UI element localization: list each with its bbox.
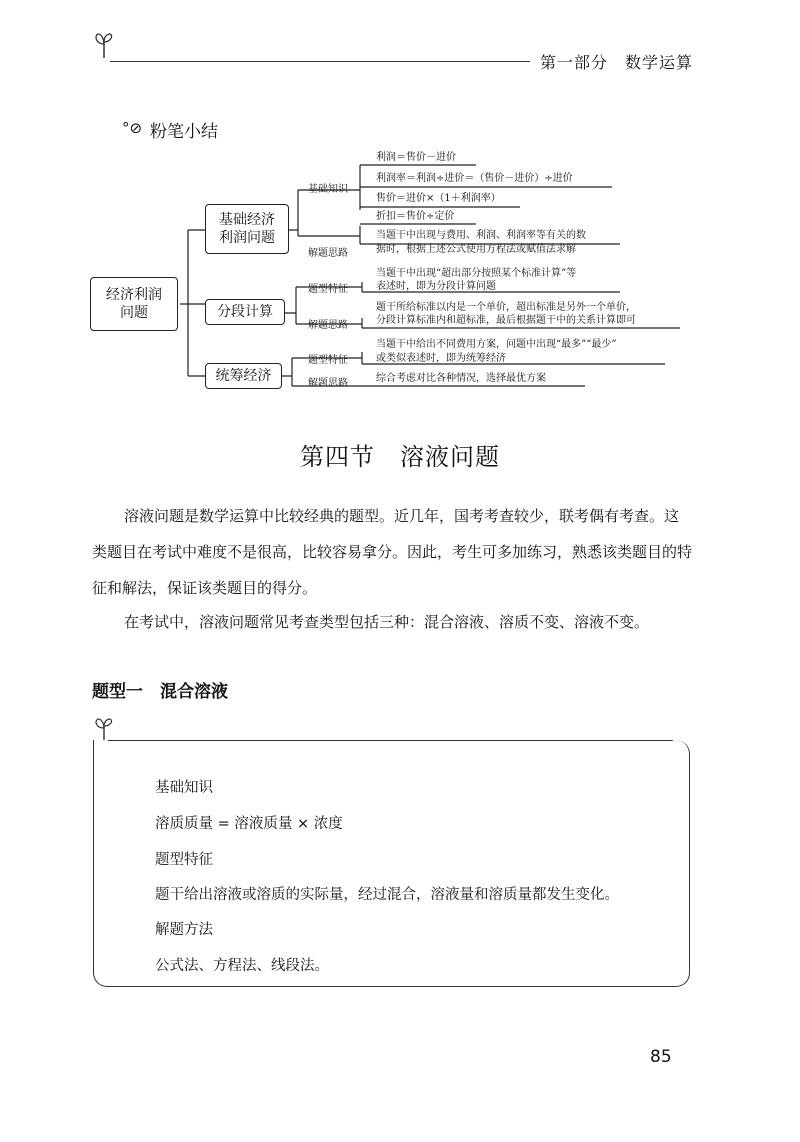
tag-solving-approach: 解题思路 bbox=[308, 378, 348, 389]
leaf-text: 当题干中出现与费用、利润、利润率等有关的数 bbox=[376, 230, 586, 241]
card-heading-methods: 解题方法 bbox=[155, 922, 213, 938]
knowledge-card-top-border bbox=[108, 740, 673, 741]
leaf-text: 当题干中出现“超出部分按照某个标准计算”等 bbox=[376, 268, 577, 279]
mindmap-branch-overall: 统筹经济 bbox=[205, 363, 282, 389]
chalk-icon: °⊘ bbox=[122, 119, 143, 137]
leaf-text: 折扣＝售价÷定价 bbox=[376, 211, 455, 222]
tag-basic-knowledge: 基础知识 bbox=[308, 184, 348, 195]
intro-paragraph: 溶液问题是数学运算中比较经典的题型。近几年，国考考查较少，联考偶有考查。这类题目在考试中难度不是很高，比较容易拿分。因此，考生可多加练习，熟悉该类题目的特征和解法，保证该类题目的得分。 bbox=[92, 507, 693, 597]
type-heading: 题型一 混合溶液 bbox=[92, 682, 228, 702]
card-methods-text: 公式法、方程法、线段法。 bbox=[155, 958, 329, 974]
tag-solving-approach: 解题思路 bbox=[308, 320, 348, 331]
mindmap-branch-segment: 分段计算 bbox=[205, 299, 285, 325]
header-title: 第一部分 数学运算 bbox=[540, 53, 694, 72]
types-paragraph: 在考试中，溶液问题常见考查类型包括三种：混合溶液、溶质不变、溶液不变。 bbox=[124, 613, 650, 631]
tag-question-features: 题型特征 bbox=[308, 284, 348, 295]
leaf-text: 利润率＝利润÷进价＝（售价－进价）÷进价 bbox=[376, 173, 573, 184]
section-title: 第四节 溶液问题 bbox=[300, 443, 500, 471]
leaf-text: 据时，根据上述公式使用方程法或赋值法求解 bbox=[376, 244, 576, 255]
leaf-text: 利润＝售价－进价 bbox=[376, 152, 456, 163]
tag-question-features: 题型特征 bbox=[308, 355, 348, 366]
leaf-text: 分段计算标准内和超标准，最后根据题干中的关系计算即可 bbox=[376, 315, 636, 326]
leaf-text: 表述时，即为分段计算问题 bbox=[376, 281, 496, 292]
card-formula: 溶质质量 = 溶液质量 × 浓度 bbox=[155, 816, 343, 832]
mindmap-branch-basic: 基础经济 利润问题 bbox=[205, 204, 289, 254]
mindmap-root: 经济利润 问题 bbox=[90, 277, 178, 331]
card-features-text: 题干给出溶液或溶质的实际量，经过混合，溶液量和溶质量都发生变化。 bbox=[155, 887, 619, 903]
leaf-text: 综合考虑对比各种情况，选择最优方案 bbox=[376, 373, 546, 384]
card-heading-basics: 基础知识 bbox=[155, 780, 213, 796]
leaf-text: 题干所给标准以内是一个单价，超出标准是另外一个单价， bbox=[376, 302, 636, 313]
leaf-text: 售价＝进价×（1＋利润率） bbox=[376, 193, 501, 204]
page-number: 85 bbox=[650, 1047, 672, 1067]
leaf-text: 或类似表述时，即为统筹经济 bbox=[376, 353, 506, 364]
tag-solving-approach: 解题思路 bbox=[308, 248, 348, 259]
leaf-text: 当题干中给出不同费用方案，问题中出现“最多”“最少” bbox=[376, 339, 617, 350]
sprout-icon bbox=[92, 716, 116, 742]
card-heading-features: 题型特征 bbox=[155, 852, 213, 868]
summary-title: 粉笔小结 bbox=[150, 122, 218, 142]
